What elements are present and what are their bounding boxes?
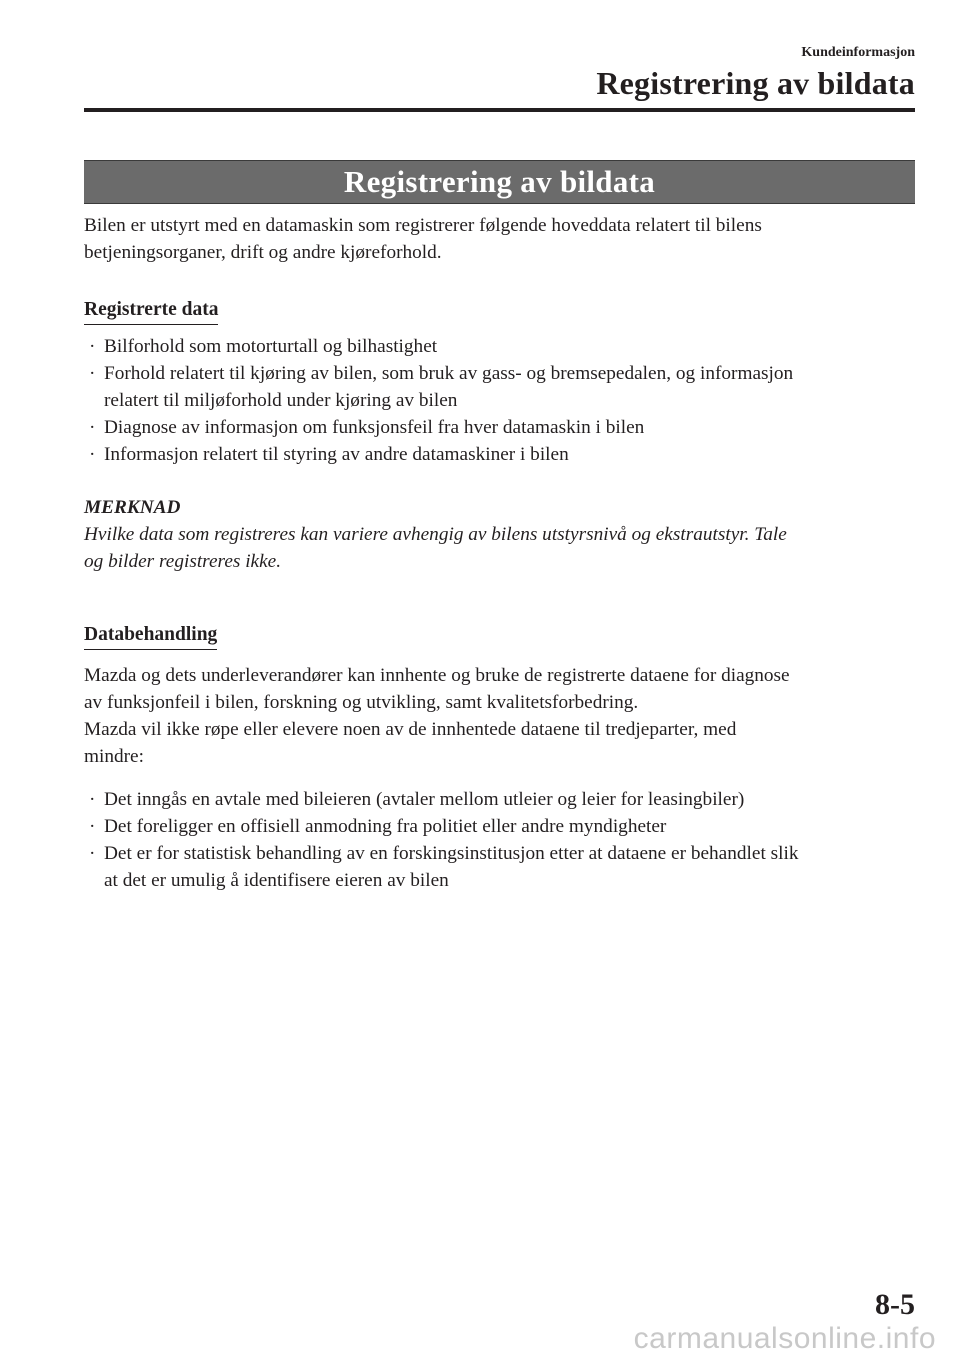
list-item: · Informasjon relatert til styring av andre datamaskiner i bilen	[84, 441, 919, 468]
data-processing-heading: Databehandling	[84, 623, 217, 650]
bullet-icon: ·	[89, 363, 96, 384]
registered-data-section	[84, 296, 919, 468]
bullet-icon: ·	[89, 789, 96, 810]
bullet-icon: ·	[89, 843, 96, 864]
bullet-icon: ·	[89, 816, 96, 837]
watermark: carmanualsonline.info	[633, 1322, 936, 1355]
chapter-title: Registrering av bildata	[343, 164, 656, 199]
intro-line: betjeningsorganer, drift og andre kjøreforhold.	[84, 242, 442, 263]
bullet-icon: ·	[89, 417, 96, 438]
page-header	[596, 44, 915, 102]
list-item: · Forhold relatert til kjøring av bilen, som bruk av gass- og bremsepedalen, og informasjon relatert til miljøforhold under kjøring av bilen	[84, 360, 919, 414]
list-item: · Diagnose av informasjon om funksjonsfeil fra hver datamaskin i bilen	[84, 414, 919, 441]
header-title: Registrering av bildata	[596, 65, 915, 101]
page-number: 8-5	[875, 1288, 915, 1321]
registered-data-heading: Registrerte data	[84, 298, 218, 325]
intro-paragraph	[84, 212, 919, 266]
list-item: · Bilforhold som motorturtall og bilhastighet	[84, 333, 919, 360]
note-label: MERKNAD	[84, 497, 181, 518]
list-item: · Det inngås en avtale med bileieren (avtaler mellom utleier og leier for leasingbiler)	[84, 786, 919, 813]
data-processing-section	[84, 621, 919, 894]
list-item: · Det foreligger en offisiell anmodning fra politiet eller andre myndigheter	[84, 813, 919, 840]
chapter-title-band	[84, 160, 915, 204]
registered-data-list	[84, 333, 919, 468]
data-processing-list	[84, 786, 919, 894]
list-item: · Det er for statistisk behandling av en forskingsinstitusjon etter at dataene er behandlet slik at det er umulig å identifisere eieren av bilen	[84, 840, 919, 894]
intro-line: Bilen er utstyrt med en datamaskin som registrerer følgende hoveddata relatert til bilens	[84, 215, 762, 236]
main-content	[84, 212, 919, 894]
bullet-icon: ·	[89, 336, 96, 357]
section-label: Kundeinformasjon	[801, 45, 915, 60]
header-divider	[84, 108, 915, 112]
data-processing-paragraph: Mazda og dets underleverandører kan innhente og bruke de registrerte dataene for diagnose av funksjonfeil i bilen, forskning og utvikling, samt kvalitetsforbedring. Mazda vil ikke røpe eller elevere noen av de innhentede dataene til tredjeparter, med mindre:	[84, 665, 790, 767]
bullet-icon: ·	[89, 444, 96, 465]
note-text: Hvilke data som registreres kan variere avhengig av bilens utstyrsnivå og ekstrautstyr. Tale og bilder registreres ikke.	[84, 524, 787, 572]
note-block	[84, 494, 919, 575]
